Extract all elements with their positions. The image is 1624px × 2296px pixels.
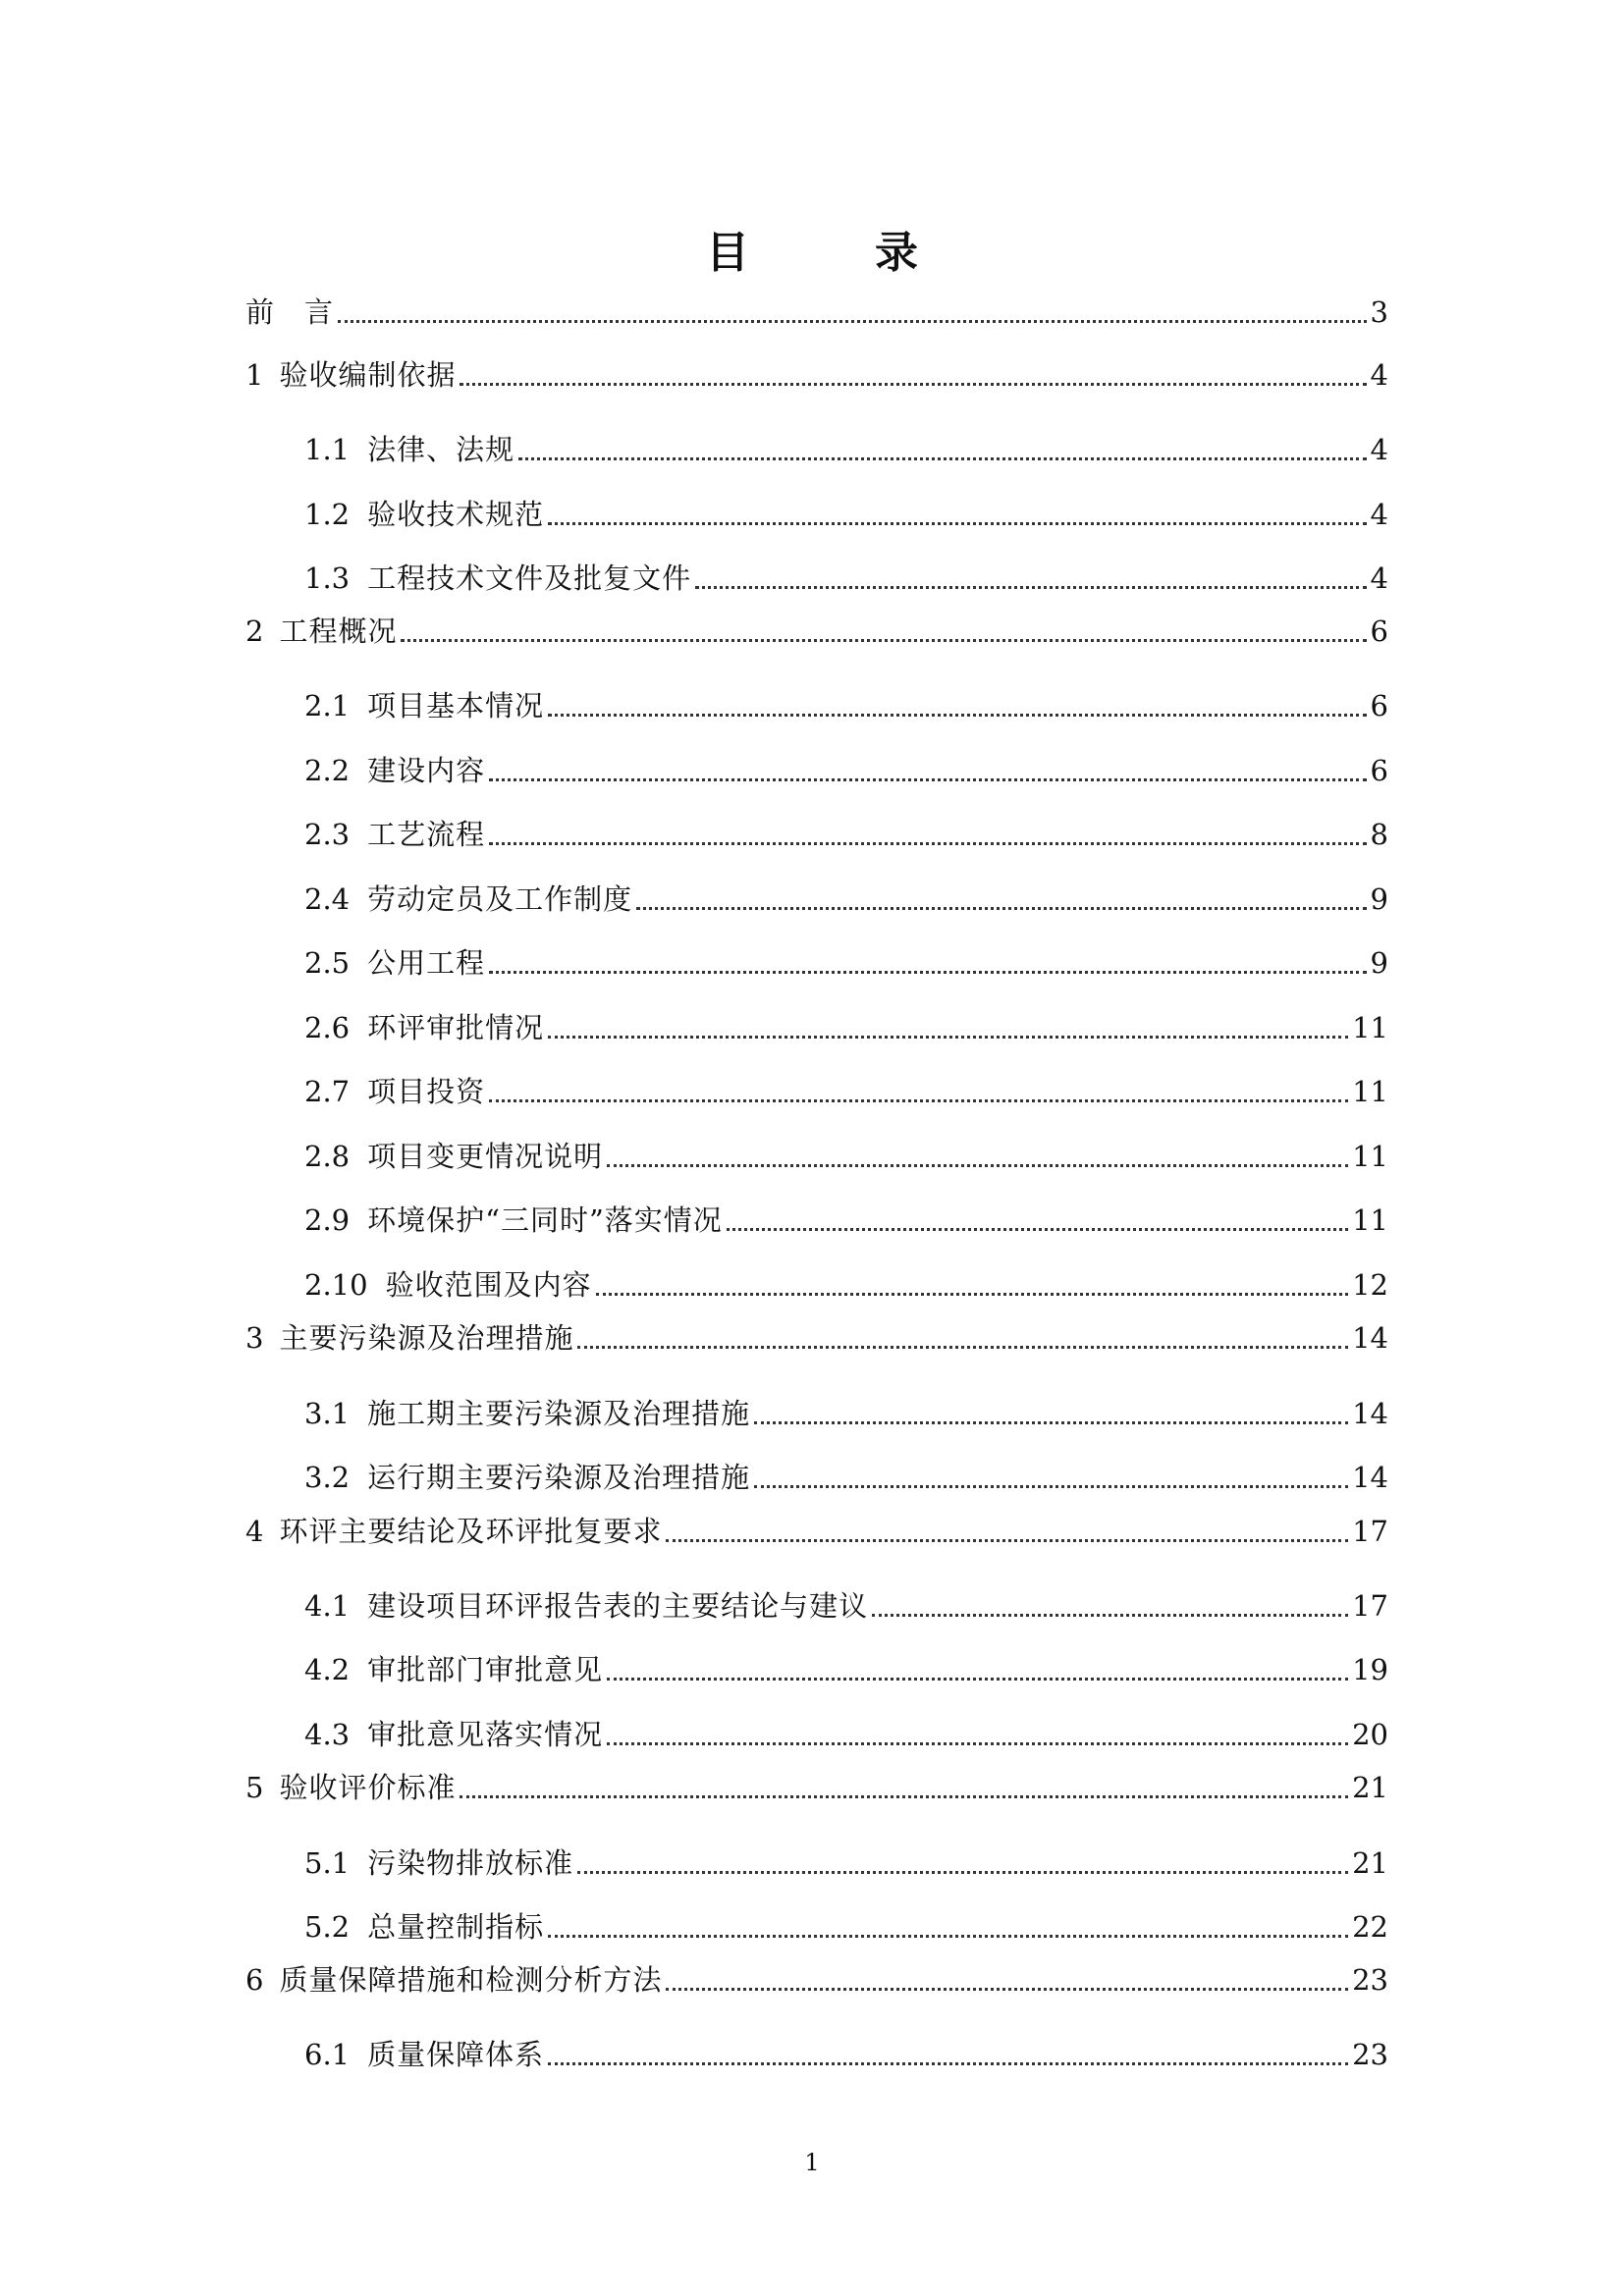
dot-leader xyxy=(754,1421,1348,1424)
toc-entry-number: 4 xyxy=(245,1515,264,1548)
toc-entry-title: 建设内容 xyxy=(367,754,486,787)
toc-entry[interactable] xyxy=(304,937,1388,983)
toc-entry-number: 2.4 xyxy=(304,882,351,916)
dot-leader xyxy=(607,1164,1348,1167)
toc-entry-number: 4.3 xyxy=(304,1718,351,1751)
toc-entry[interactable] xyxy=(304,809,1388,854)
dot-leader xyxy=(872,1614,1348,1617)
dot-leader xyxy=(401,639,1366,642)
toc-entry[interactable] xyxy=(245,349,1388,395)
toc-entry-number: 2 xyxy=(245,614,264,648)
toc-entry-title: 验收范围及内容 xyxy=(385,1268,592,1302)
dot-leader xyxy=(754,1485,1348,1488)
toc-entry-page: 6 xyxy=(1370,689,1388,722)
toc-entry-number: 5.2 xyxy=(304,1910,351,1944)
toc-entry-page: 4 xyxy=(1370,358,1388,392)
toc-entry-number: 4.1 xyxy=(304,1589,351,1623)
toc-entry-number: 4.2 xyxy=(304,1653,351,1686)
toc-entry-number: 1 xyxy=(245,358,264,392)
dot-leader xyxy=(489,778,1366,781)
toc-entry-number: 5.1 xyxy=(304,1846,351,1880)
toc-entry-title: 劳动定员及工作制度 xyxy=(367,882,633,916)
toc-entry[interactable] xyxy=(304,745,1388,790)
toc-entry-number: 2.7 xyxy=(304,1075,351,1108)
dot-leader xyxy=(636,907,1366,910)
toc-entry-title: 公用工程 xyxy=(367,946,486,980)
dot-leader xyxy=(460,383,1366,386)
toc-entry-page: 21 xyxy=(1352,1846,1388,1880)
toc-entry[interactable] xyxy=(245,1954,1388,2000)
toc-entry-page: 11 xyxy=(1352,1011,1388,1044)
toc-entry-page: 11 xyxy=(1352,1203,1388,1237)
toc-entry-page: 4 xyxy=(1370,433,1388,466)
toc-entry-page: 3 xyxy=(1370,295,1388,329)
dot-leader xyxy=(577,1346,1348,1349)
toc-entry-title: 环评主要结论及环评批复要求 xyxy=(279,1515,663,1548)
page-number: 1 xyxy=(804,2149,820,2176)
toc-entry[interactable] xyxy=(245,287,1388,332)
dot-leader xyxy=(460,1795,1348,1798)
dot-leader xyxy=(607,1742,1348,1745)
toc-entry-title: 环境保护“三同时”落实情况 xyxy=(367,1203,723,1237)
toc-entry[interactable] xyxy=(304,1709,1388,1754)
dot-leader xyxy=(548,714,1366,717)
dot-leader xyxy=(489,971,1366,974)
toc-entry-number: 2.2 xyxy=(304,754,351,787)
toc-entry-number: 3 xyxy=(245,1321,264,1355)
toc-entry-number: 1.1 xyxy=(304,433,351,466)
dot-leader xyxy=(695,586,1366,589)
toc-entry-number: 2.1 xyxy=(304,689,351,722)
toc-entry-number: 2.5 xyxy=(304,946,351,980)
toc-entry-title: 前 言 xyxy=(245,295,335,329)
toc-entry[interactable] xyxy=(304,1838,1388,1883)
toc-entry[interactable] xyxy=(304,1131,1388,1176)
toc-entry-page: 17 xyxy=(1352,1515,1388,1548)
toc-entry-number: 2.3 xyxy=(304,818,351,851)
toc-entry-page: 4 xyxy=(1370,561,1388,595)
toc-entry-number: 3.2 xyxy=(304,1461,351,1494)
dot-leader xyxy=(548,1935,1348,1938)
toc-entry[interactable] xyxy=(245,1506,1388,1551)
toc-entry[interactable] xyxy=(304,1066,1388,1111)
toc-entry[interactable] xyxy=(304,1901,1388,1947)
toc-entry[interactable] xyxy=(245,1762,1388,1807)
toc-entry-number: 2.8 xyxy=(304,1140,351,1173)
toc-entry[interactable] xyxy=(304,1388,1388,1433)
toc-entry[interactable] xyxy=(304,424,1388,469)
toc-entry-title: 主要污染源及治理措施 xyxy=(279,1321,574,1355)
dot-leader xyxy=(666,1539,1348,1542)
toc-entry-title: 项目投资 xyxy=(367,1075,486,1108)
toc-entry-page: 12 xyxy=(1352,1268,1388,1302)
toc-entry-title: 工程技术文件及批复文件 xyxy=(367,561,692,595)
toc-entry-page: 6 xyxy=(1370,614,1388,648)
toc-entry-number: 2.9 xyxy=(304,1203,351,1237)
toc-entry-page: 14 xyxy=(1352,1321,1388,1355)
toc-entry-title: 质量保障体系 xyxy=(367,2038,545,2071)
toc-entry[interactable] xyxy=(304,1580,1388,1626)
toc-entry-title: 建设项目环评报告表的主要结论与建议 xyxy=(367,1589,869,1623)
toc-entry-page: 22 xyxy=(1352,1910,1388,1944)
toc-entry-page: 9 xyxy=(1370,946,1388,980)
toc-entry-title: 总量控制指标 xyxy=(367,1910,545,1944)
dot-leader xyxy=(338,320,1367,323)
toc-entry-page: 21 xyxy=(1352,1771,1388,1804)
toc-entry-title: 验收技术规范 xyxy=(367,498,545,531)
toc-entry-page: 9 xyxy=(1370,882,1388,916)
toc-entry[interactable] xyxy=(304,680,1388,725)
toc-entry[interactable] xyxy=(304,1002,1388,1047)
toc-entry-title: 审批部门审批意见 xyxy=(367,1653,604,1686)
dot-leader xyxy=(727,1228,1348,1231)
toc-entry-page: 20 xyxy=(1352,1718,1388,1751)
toc-entry-page: 6 xyxy=(1370,754,1388,787)
toc-entry[interactable] xyxy=(304,2029,1388,2074)
dot-leader xyxy=(548,522,1366,525)
toc-entry-title: 验收编制依据 xyxy=(279,358,457,392)
toc-entry-number: 2.10 xyxy=(304,1268,368,1302)
toc-entry[interactable] xyxy=(304,874,1388,919)
toc-entry-title: 质量保障措施和检测分析方法 xyxy=(279,1963,663,1997)
toc-entry-title: 工程概况 xyxy=(279,614,398,648)
dot-leader xyxy=(548,1036,1348,1039)
toc-entry-page: 14 xyxy=(1352,1397,1388,1430)
toc-entry[interactable] xyxy=(245,606,1388,651)
toc-entry-page: 14 xyxy=(1352,1461,1388,1494)
toc-entry-page: 11 xyxy=(1352,1075,1388,1108)
dot-leader xyxy=(518,457,1366,460)
dot-leader xyxy=(577,1871,1348,1874)
toc-entry[interactable] xyxy=(304,1644,1388,1689)
toc-entry-title: 审批意见落实情况 xyxy=(367,1718,604,1751)
toc-entry-page: 4 xyxy=(1370,498,1388,531)
toc-entry[interactable] xyxy=(304,1452,1388,1497)
dot-leader xyxy=(489,1099,1348,1102)
toc-entry[interactable] xyxy=(245,1312,1388,1358)
toc-entry-number: 1.2 xyxy=(304,498,351,531)
toc-entry-title: 施工期主要污染源及治理措施 xyxy=(367,1397,751,1430)
toc-entry-number: 3.1 xyxy=(304,1397,351,1430)
toc-entry[interactable] xyxy=(304,1259,1388,1305)
toc-entry-title: 项目基本情况 xyxy=(367,689,545,722)
toc-entry-title: 工艺流程 xyxy=(367,818,486,851)
toc-entry-title: 法律、法规 xyxy=(367,433,515,466)
toc-entry[interactable] xyxy=(304,553,1388,598)
dot-leader xyxy=(596,1293,1349,1296)
toc-entry-number: 6 xyxy=(245,1963,264,1997)
toc-entry-title: 运行期主要污染源及治理措施 xyxy=(367,1461,751,1494)
toc-title: 目 录 xyxy=(706,228,959,278)
toc-entry-title: 项目变更情况说明 xyxy=(367,1140,604,1173)
toc-entry-number: 6.1 xyxy=(304,2038,351,2071)
toc-entry-page: 23 xyxy=(1352,1963,1388,1997)
toc-entry-title: 验收评价标准 xyxy=(279,1771,457,1804)
toc-entry-page: 11 xyxy=(1352,1140,1388,1173)
toc-entry-page: 17 xyxy=(1352,1589,1388,1623)
toc-entry-title: 环评审批情况 xyxy=(367,1011,545,1044)
dot-leader xyxy=(666,1988,1348,1991)
toc-entry-number: 5 xyxy=(245,1771,264,1804)
toc-entry-page: 8 xyxy=(1370,818,1388,851)
toc-entry-number: 2.6 xyxy=(304,1011,351,1044)
toc-entry-number: 1.3 xyxy=(304,561,351,595)
toc-entry-page: 23 xyxy=(1352,2038,1388,2071)
dot-leader xyxy=(607,1678,1348,1681)
toc-entry-title: 污染物排放标准 xyxy=(367,1846,574,1880)
dot-leader xyxy=(548,2062,1348,2065)
toc-entry-page: 19 xyxy=(1352,1653,1388,1686)
toc-entry[interactable] xyxy=(304,489,1388,534)
toc-entry[interactable] xyxy=(304,1195,1388,1240)
dot-leader xyxy=(489,842,1366,845)
